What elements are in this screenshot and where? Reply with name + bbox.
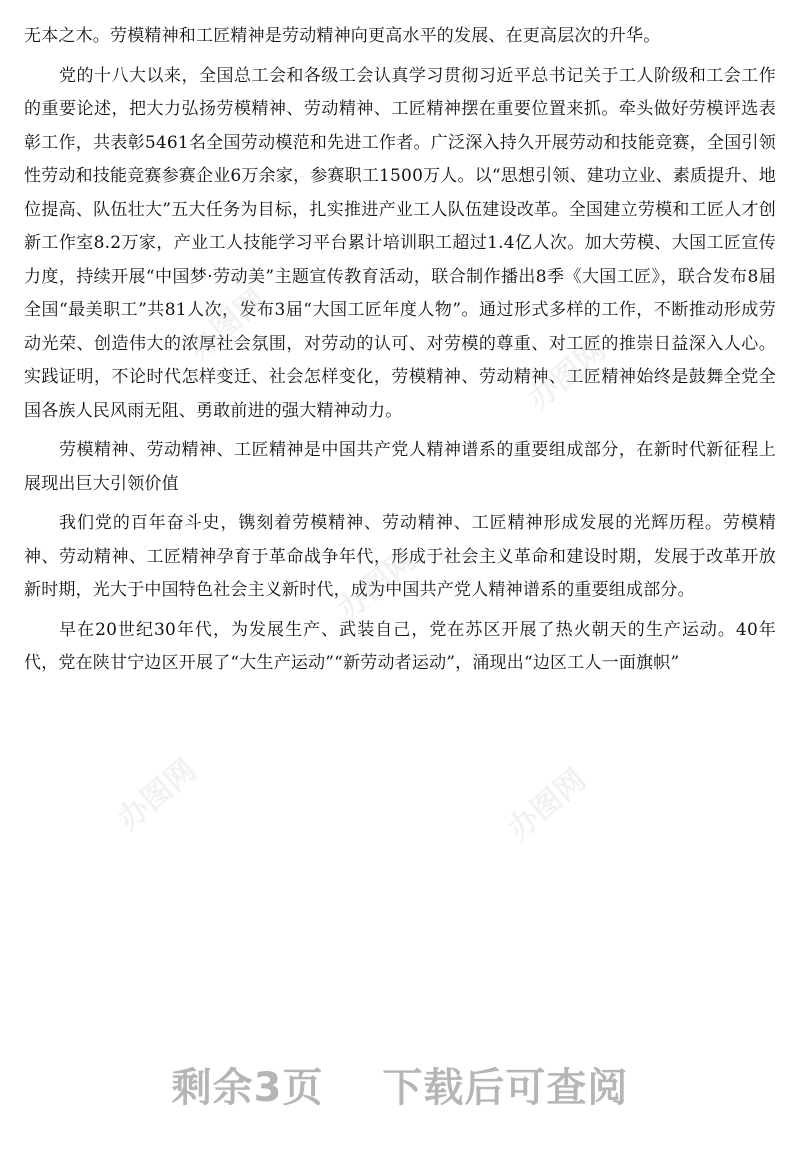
watermark: 办图网 (111, 752, 203, 838)
download-prompt-banner[interactable] (0, 1056, 800, 1113)
document-body (24, 20, 776, 681)
watermark: 办图网 (521, 332, 613, 418)
paragraph-3: 我们党的百年奋斗史，镌刻着劳模精神、劳动精神、工匠精神形成发展的光辉历程。劳模精神、劳动精神、工匠精神孕育于革命战争年代，形成于社会主义革命和建设时期，发展于改革开放新时期，光大于中国特色社会主义新时代，成为中国共产党人精神谱系的重要组成部分。 (24, 513, 776, 600)
paragraph-2: 党的十八大以来，全国总工会和各级工会认真学习贯彻习近平总书记关于工人阶级和工会工作的重要论述，把大力弘扬劳模精神、劳动精神、工匠精神摆在重要位置来抓。牵头做好劳模评选表彰工作，共表彰5461名全国劳动模范和先进工作者。广泛深入持久开展劳动和技能竞赛，全国引领性劳动和技能竞赛参赛企业6万余家，参赛职工1500万人。以“思想引领、建功立业、素质提升、地位提高、队伍壮大”五大任务为目标，扎实推进产业工人队伍建设改革。全国建立劳模和工匠人才创新工作室8.2万家，产业工人技能学习平台累计培训职工超过1.4亿人次。加大劳模、大国工匠宣传力度，持续开展“中国梦·劳动美”主题宣传教育活动，联合制作播出8季《大国工匠》，联合发布8届全国“最美职工”共81人次，发布3届“大国工匠年度人物”。通过形式多样的工作，不断推动形成劳动光荣、创造伟大的浓厚社会氛围，对劳动的认可、对劳模的尊重、对工匠的推崇日益深入人心。实践证明，不论时代怎样变迁、社会怎样变化，劳模精神、劳动精神、工匠精神始终是鼓舞全党全国各族人民风雨无阻、勇敢前进的强大精神动力。 (24, 65, 776, 421)
watermark: 办图网 (181, 282, 273, 368)
watermark: 办图网 (501, 762, 593, 848)
watermark: 办图网 (331, 542, 423, 628)
paragraph-4: 早在20世纪30年代，为发展生产、武装自己，党在苏区开展了热火朝天的生产运动。40年代，党在陕甘宁边区开展了“大生产运动”“新劳动者运动”，涌现出“边区工人一面旗帜” (24, 619, 776, 673)
paragraph-1: 无本之木。劳模精神和工匠精神是劳动精神向更高水平的发展、在更高层次的升华。 (24, 26, 661, 46)
download-to-view-label: 下载后可查阅 (382, 1065, 629, 1111)
remaining-pages-label: 剩余3页 (171, 1065, 324, 1111)
section-heading: 劳模精神、劳动精神、工匠精神是中国共产党人精神谱系的重要组成部分，在新时代新征程上展现出巨大引领价值 (24, 440, 776, 494)
